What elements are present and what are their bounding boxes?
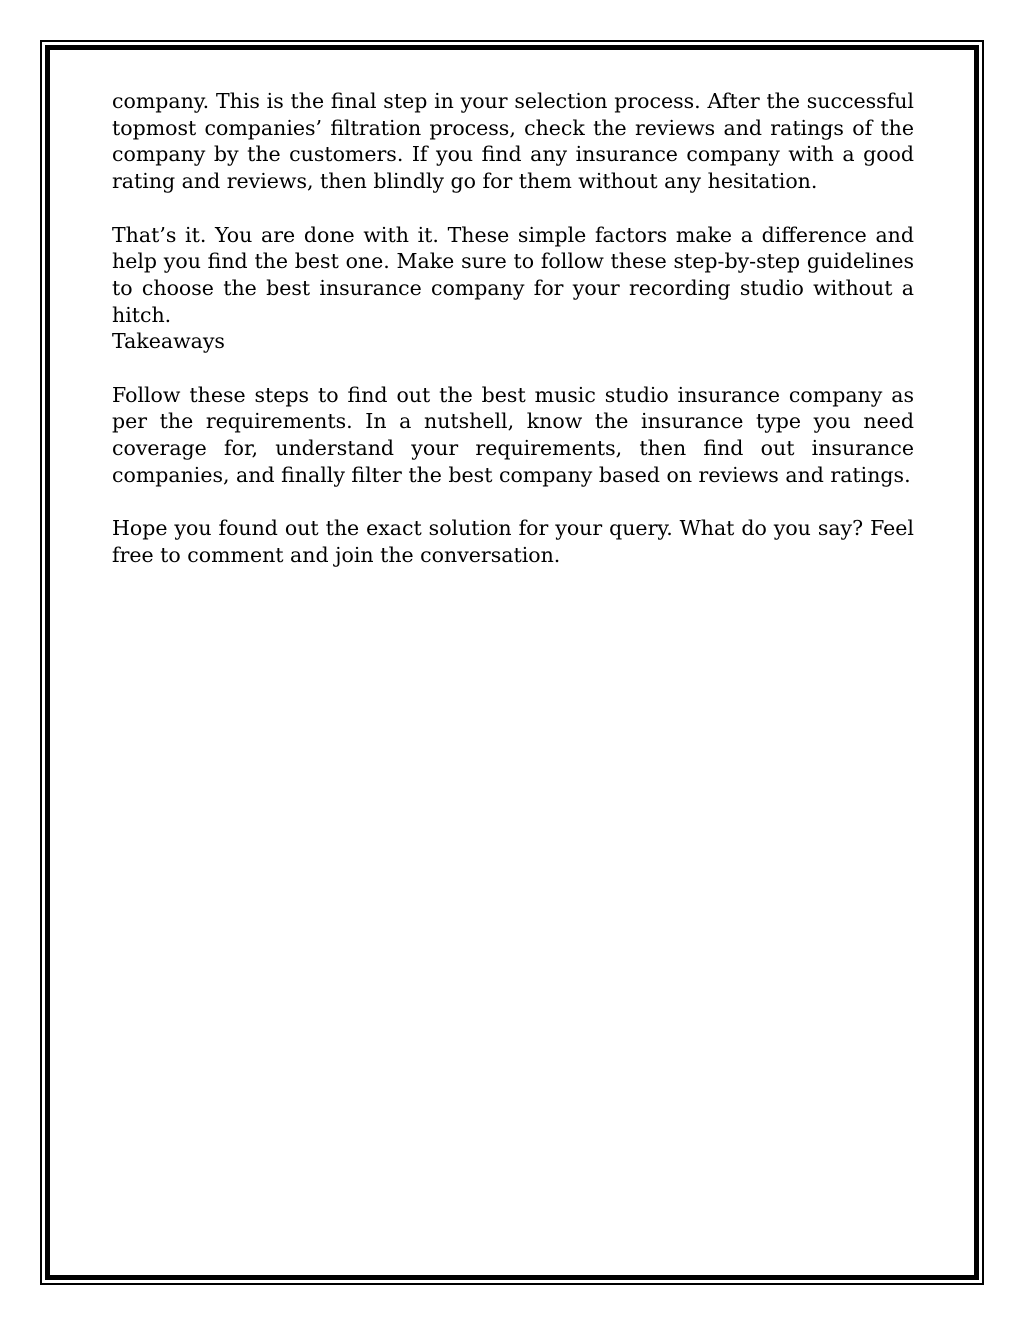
paragraph-takeaways-summary: Follow these steps to find out the best music studio insurance company as per the requirements. In a nutshell, know the insurance type you need coverage for, understand your requirements, then find out insurance companies, and finally filter the best company based on reviews and ratings. — [112, 382, 914, 487]
document-body — [112, 88, 914, 569]
section-heading-takeaways: Takeaways — [112, 329, 225, 354]
paragraph-closing: Hope you found out the exact solution for your query. What do you say? Feel free to comment and join the conversation. — [112, 516, 914, 567]
paragraph-done: That’s it. You are done with it. These simple factors make a difference and help you find the best one. Make sure to follow these step-by-step guidelines to choose the best insurance company for your recording studio without a hitch. — [112, 222, 914, 327]
paragraph-company-reviews: company. This is the final step in your selection process. After the successful topmost companies’ filtration process, check the reviews and ratings of the company by the customers. If you find any insurance company with a good rating and reviews, then blindly go for them without any hesitation. — [112, 89, 914, 194]
